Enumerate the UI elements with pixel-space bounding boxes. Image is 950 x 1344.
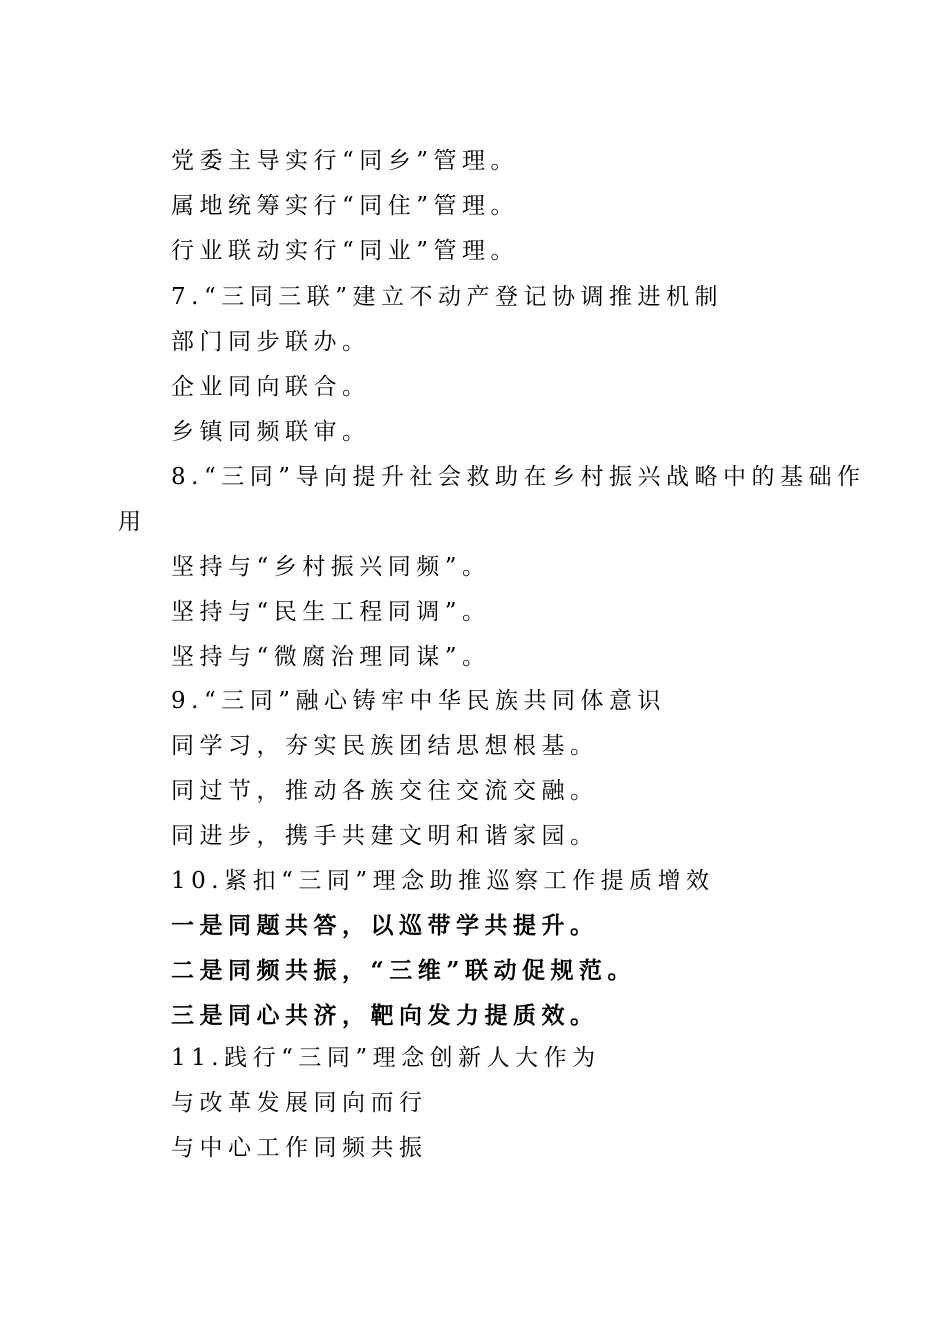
text-line: 同进步，携手共建文明和谐家园。 [171, 823, 599, 849]
section-heading: 8.“三同”导向提升社会救助在乡村振兴战略中的基础作 [171, 464, 866, 490]
text-line: 部门同步联办。 [171, 329, 371, 355]
text-line: 坚持与“微腐治理同谋”。 [171, 644, 491, 670]
text-line: 同学习，夯实民族团结思想根基。 [171, 733, 599, 759]
section-heading: 10.紧扣“三同”理念助推巡察工作提质增效 [171, 868, 715, 894]
text-line: 党委主导实行“同乡”管理。 [171, 148, 520, 174]
bold-text-line: 一是同题共答，以巡带学共提升。 [171, 912, 599, 939]
bold-text-line: 三是同心共济，靶向发力提质效。 [171, 1002, 599, 1029]
text-line: 企业同向联合。 [171, 374, 371, 400]
text-line: 同过节，推动各族交往交流交融。 [171, 778, 599, 804]
text-line: 行业联动实行“同业”管理。 [171, 238, 520, 264]
section-heading-continuation: 用 [118, 509, 147, 535]
text-line: 坚持与“乡村振兴同频”。 [171, 554, 491, 580]
text-line: 与改革发展同向而行 [171, 1090, 428, 1116]
section-heading: 7.“三同三联”建立不动产登记协调推进机制 [171, 284, 723, 310]
text-line: 乡镇同频联审。 [171, 419, 371, 445]
section-heading: 9.“三同”融心铸牢中华民族共同体意识 [171, 688, 666, 714]
text-line: 坚持与“民生工程同调”。 [171, 599, 491, 625]
bold-text-line: 二是同频共振，“三维”联动促规范。 [171, 957, 636, 984]
text-line: 属地统筹实行“同住”管理。 [171, 193, 520, 219]
section-heading: 11.践行“三同”理念创新人大作为 [171, 1045, 601, 1071]
text-line: 与中心工作同频共振 [171, 1135, 428, 1161]
